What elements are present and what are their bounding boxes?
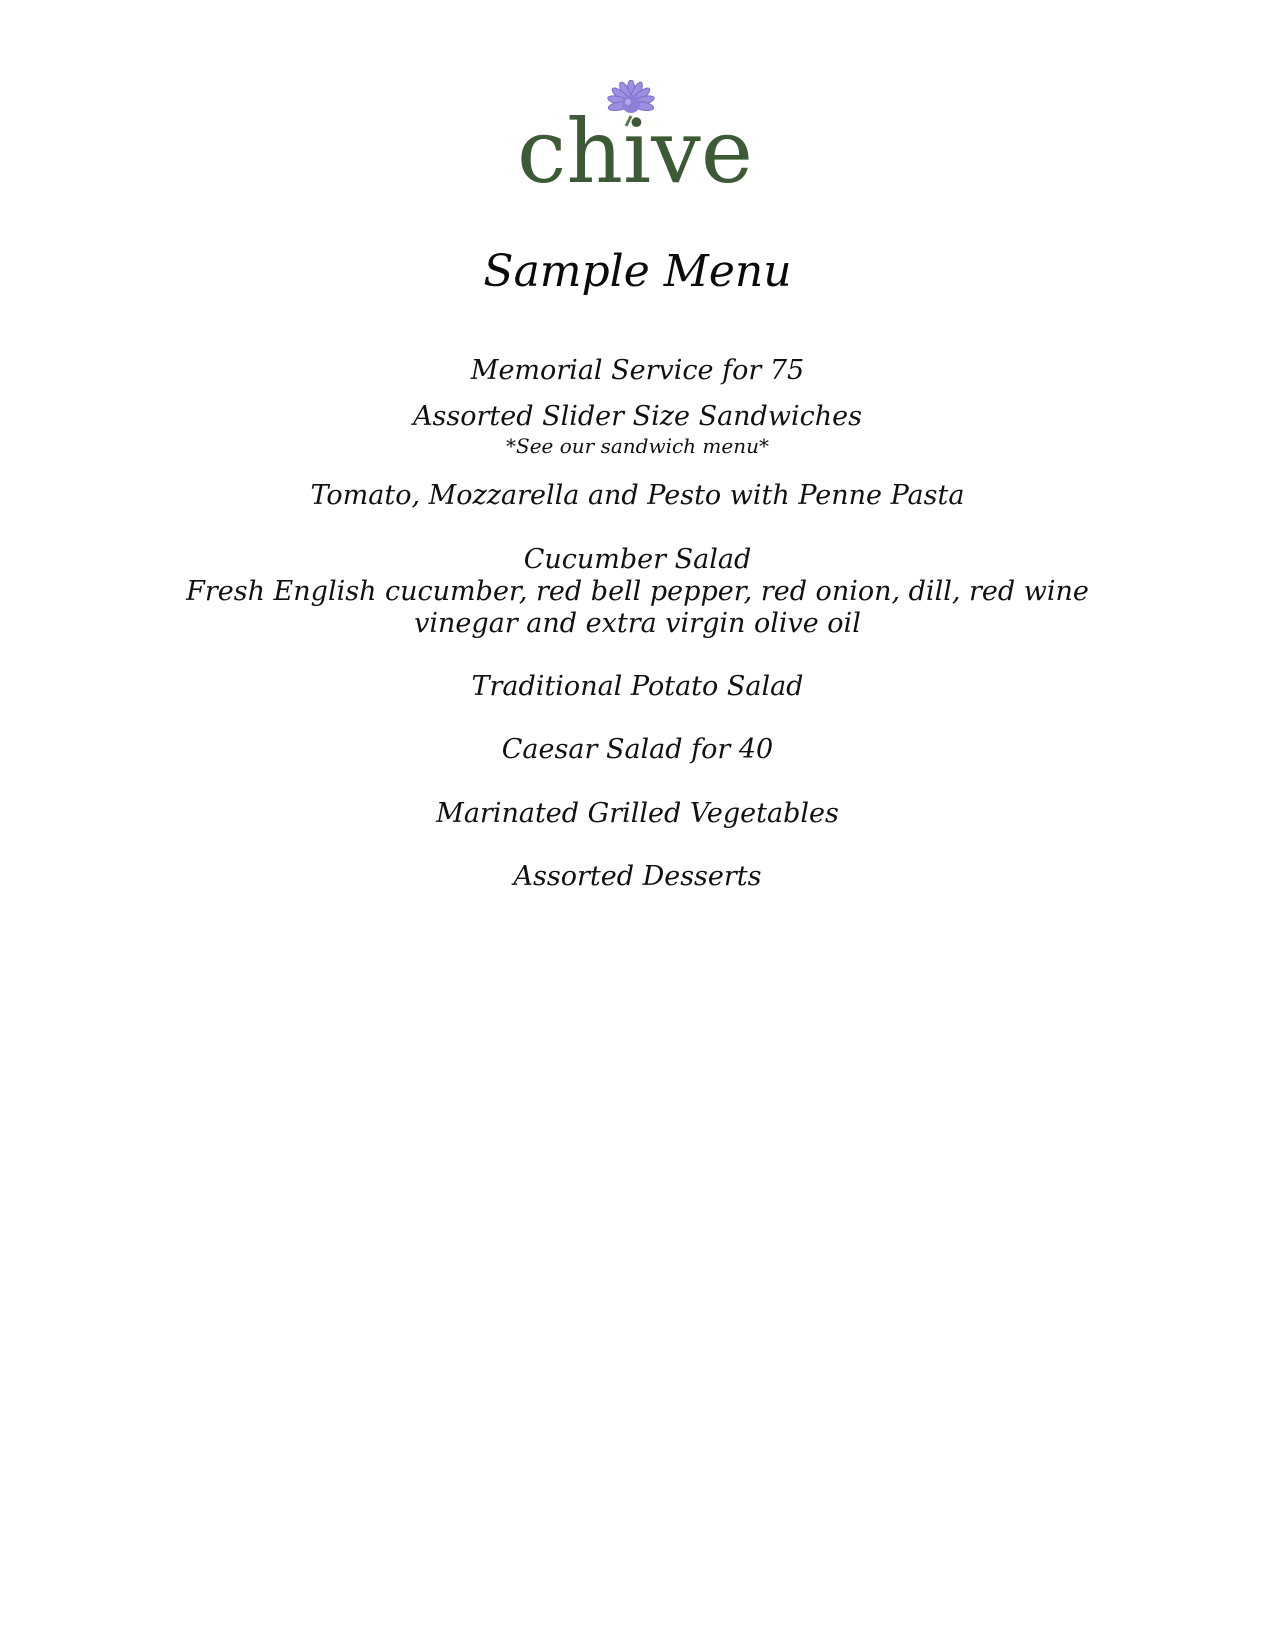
page-title: Sample Menu <box>483 246 792 297</box>
menu-item-description: vinegar and extra virgin olive oil <box>414 608 861 639</box>
menu-item-note: *See our sandwich menu* <box>506 434 769 458</box>
menu-item-grilled-vegetables: Marinated Grilled Vegetables <box>436 798 839 829</box>
menu-item-caesar-salad: Caesar Salad for 40 <box>501 734 774 765</box>
event-heading: Memorial Service for 75 <box>470 355 805 386</box>
chive-logo <box>510 80 760 200</box>
menu-item-pasta: Tomato, Mozzarella and Pesto with Penne Pasta <box>310 480 965 511</box>
menu-item-sandwiches: Assorted Slider Size Sandwiches <box>413 401 862 432</box>
menu-item-cucumber-salad: Cucumber Salad <box>523 544 752 575</box>
menu-item-desserts: Assorted Desserts <box>513 861 762 892</box>
svg-text:chive: chive <box>517 100 753 200</box>
chive-flower-icon <box>510 80 760 200</box>
menu-item-potato-salad: Traditional Potato Salad <box>471 671 804 702</box>
menu-item-description: Fresh English cucumber, red bell pepper, red onion, dill, red wine <box>186 576 1089 607</box>
